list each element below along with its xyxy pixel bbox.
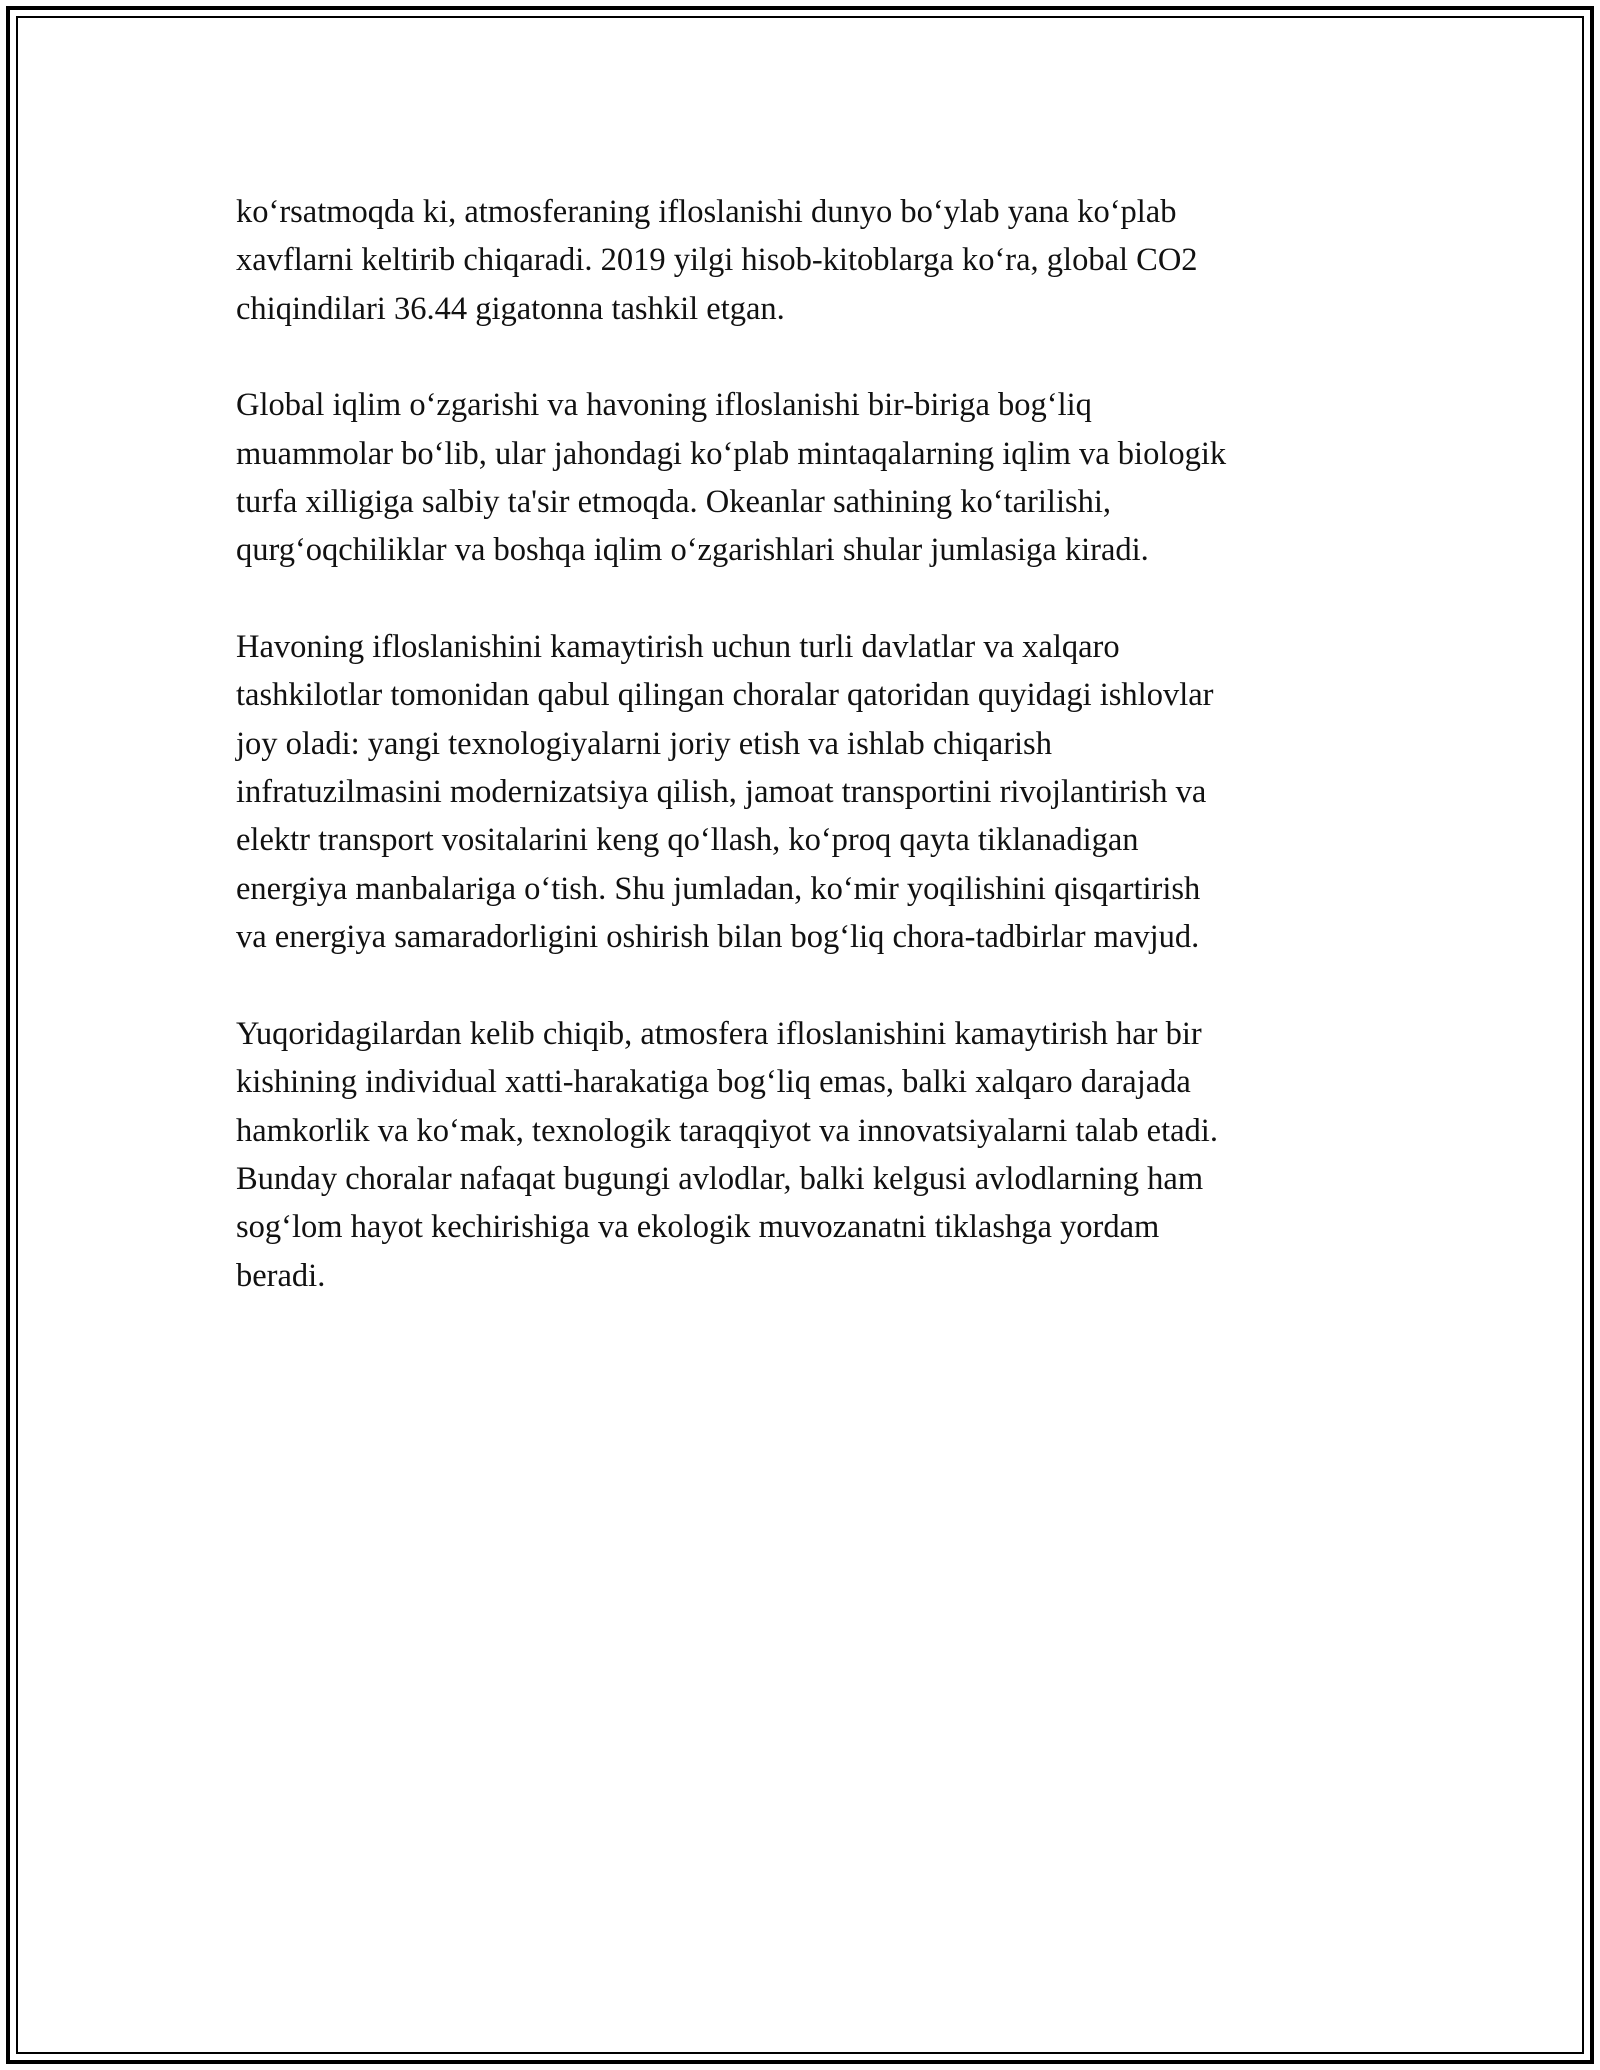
paragraph-4: Yuqoridagilardan kelib chiqib, atmosfera ifloslanishini kamaytirish har bir kishining individual xatti-harakatiga bog‘liq emas, balki xalqaro darajada hamkorlik va ko‘mak, texnologik taraqqiyot va innovatsiyalarni talab etadi. Bunday choralar nafaqat bugungi avlodlar, balki kelgusi avlodlarning ham sog‘lom hayot kechirishiga va ekologik muvozanatni tiklashga yordam beradi. (236, 1015, 1218, 1294)
document-body (236, 188, 1376, 1348)
paragraph-2: Global iqlim o‘zgarishi va havoning ifloslanishi bir-biriga bog‘liq muammolar bo‘lib, ular jahondagi ko‘plab mintaqalarning iqlim va biologik turfa xilligiga salbiy ta'sir etmoqda. Okeanlar sathining ko‘tarilishi, qurg‘oqchiliklar va boshqa iqlim o‘zgarishlari shular jumlasiga kiradi. (236, 387, 1227, 569)
paragraph-1: ko‘rsatmoqda ki, atmosferaning ifloslanishi dunyo bo‘ylab yana ko‘plab xavflarni keltirib chiqaradi. 2019 yilgi hisob-kitoblarga ko‘ra, global CO2 chiqindilari 36.44 gigatonna tashkil etgan. (236, 194, 1198, 327)
paragraph-3: Havoning ifloslanishini kamaytirish uchun turli davlatlar va xalqaro tashkilotlar tomonidan qabul qilingan choralar qatoridan quyidagi ishlovlar joy oladi: yangi texnologiyalarni joriy etish va ishlab chiqarish infratuzilmasini modernizatsiya qilish, jamoat transportini rivojlantirish va elektr transport vositalarini keng qo‘llash, ko‘proq qayta tiklanadigan energiya manbalariga o‘tish. Shu jumladan, ko‘mir yoqilishini qisqartirish va energiya samaradorligini oshirish bilan bog‘liq chora-tadbirlar mavjud. (236, 628, 1214, 956)
